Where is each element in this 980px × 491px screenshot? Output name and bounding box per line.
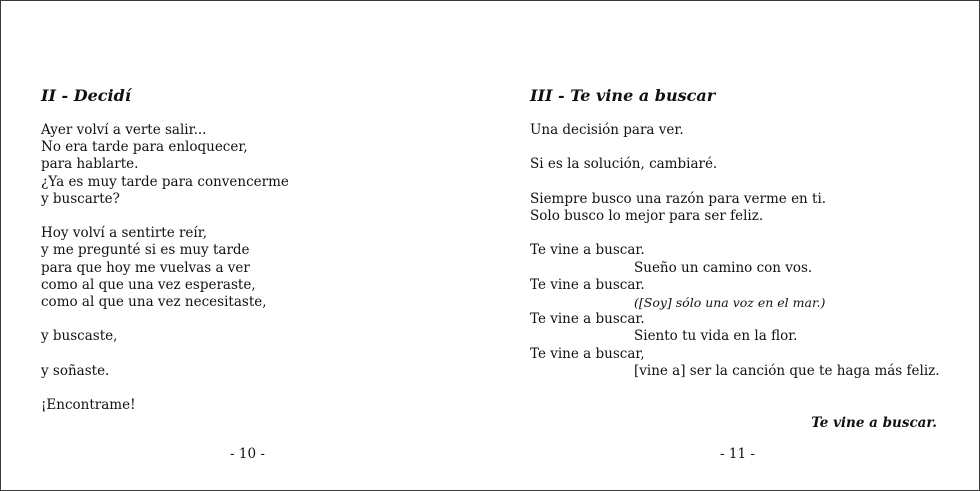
page-number: - 10 -: [230, 446, 265, 462]
page-number: - 11 -: [720, 446, 755, 462]
stanza-break: [530, 225, 960, 242]
stanza-break: [41, 208, 481, 225]
stanza-break: [530, 139, 960, 156]
poem-body: [530, 122, 960, 380]
verse-line: No era tarde para enloquecer,: [41, 139, 248, 156]
verse-line-indented: Siento tu vida en la flor.: [634, 328, 798, 345]
verse-line: y buscarte?: [41, 190, 120, 207]
left-page: [1, 1, 491, 490]
stanza-break: [41, 380, 481, 397]
verse-line-indented: Sueño un camino con vos.: [634, 259, 813, 276]
verse-line: para que hoy me vuelvas a ver: [41, 259, 250, 276]
verse-line: Si es la solución, cambiaré.: [530, 156, 718, 173]
closing-line: Te vine a buscar.: [811, 415, 937, 431]
verse-line: para hablarte.: [41, 156, 139, 173]
right-page: [491, 1, 980, 490]
poem-title: III - Te vine a buscar: [530, 86, 716, 105]
verse-line: Hoy volví a sentirte reír,: [41, 225, 208, 242]
verse-line: Siempre busco una razón para verme en ti.: [530, 190, 827, 207]
stanza-break: [41, 311, 481, 328]
poem-title: II - Decidí: [41, 86, 131, 105]
verse-line: Te vine a buscar.: [530, 242, 645, 259]
verse-line: y me pregunté si es muy tarde: [41, 242, 250, 259]
verse-line: Ayer volví a verte salir...: [41, 122, 207, 138]
verse-line: Solo busco lo mejor para ser feliz.: [530, 207, 764, 224]
verse-line: como al que una vez esperaste,: [41, 276, 256, 293]
stanza-break: [530, 174, 960, 191]
stanza-break: [41, 346, 481, 363]
verse-line: Te vine a buscar,: [530, 345, 645, 362]
verse-line: y soñaste.: [41, 362, 110, 379]
verse-line: como al que una vez necesitaste,: [41, 294, 267, 311]
verse-line: Una decisión para ver.: [530, 122, 684, 138]
poem-body: [41, 122, 481, 414]
verse-line-aside: ([Soy] sólo una voz en el mar.): [634, 294, 826, 310]
verse-line: y buscaste,: [41, 328, 118, 345]
verse-line: Te vine a buscar.: [530, 276, 645, 293]
verse-line: ¡Encontrame!: [41, 397, 136, 414]
verse-line: Te vine a buscar.: [530, 311, 645, 328]
verse-line-indented: [vine a] ser la canción que te haga más feliz.: [634, 362, 940, 379]
verse-line: ¿Ya es muy tarde para convencerme: [41, 173, 289, 190]
